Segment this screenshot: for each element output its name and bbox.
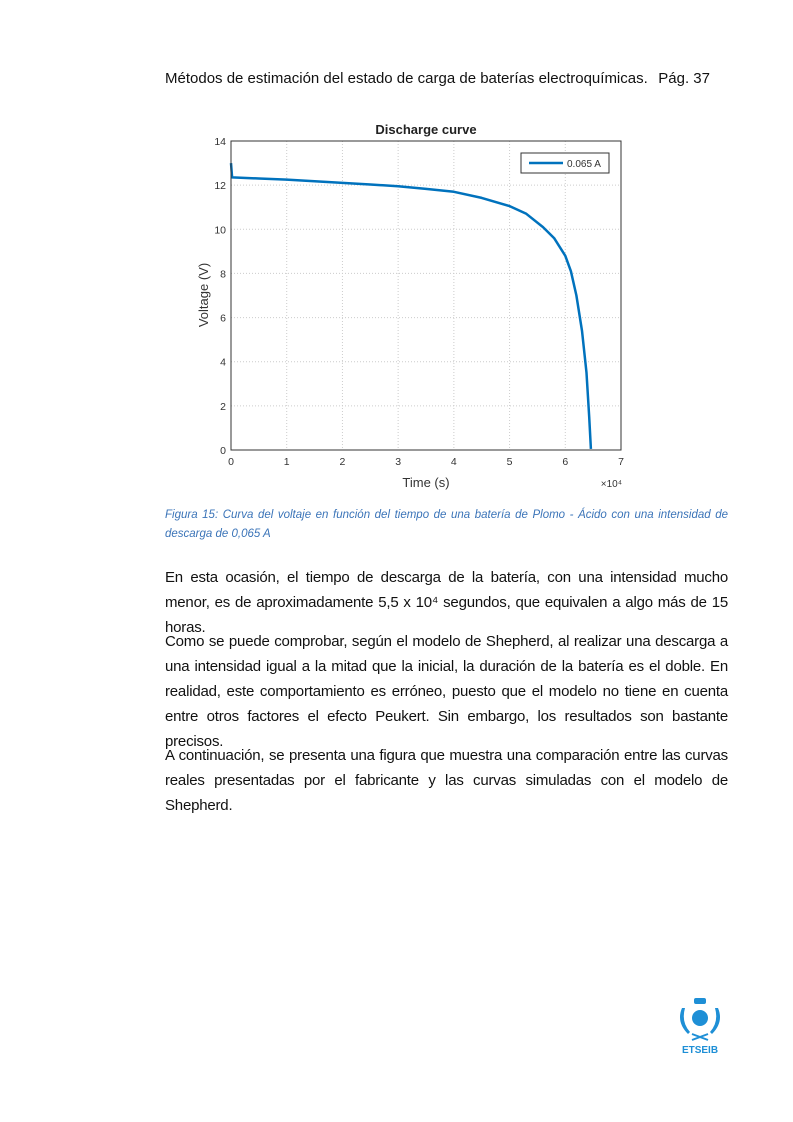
discharge-chart bbox=[190, 115, 640, 495]
paragraph-1: En esta ocasión, el tiempo de descarga de la batería, con una intensidad mucho menor, es de aproximadamente 5,5 x 10⁴ segundos, que equivalen a algo más de 15 horas. bbox=[165, 569, 728, 636]
etseib-logo bbox=[670, 996, 730, 1056]
legend bbox=[521, 153, 609, 173]
chart-title: Discharge curve bbox=[375, 122, 477, 137]
x-tick-label: 4 bbox=[450, 456, 457, 468]
x-tick-label: 5 bbox=[506, 456, 513, 468]
y-tick-label: 10 bbox=[214, 224, 226, 237]
y-tick-label: 2 bbox=[220, 400, 226, 413]
x-tick-label: 3 bbox=[395, 456, 402, 468]
y-tick-label: 6 bbox=[220, 312, 226, 325]
x-tick-label: 1 bbox=[283, 456, 290, 468]
x-tick-label: 6 bbox=[562, 456, 569, 468]
y-axis-label: Voltage (V) bbox=[196, 262, 211, 328]
x-tick-label: 0 bbox=[228, 456, 234, 468]
y-tick-label: 12 bbox=[214, 180, 226, 193]
x-multiplier: ×10⁴ bbox=[600, 479, 622, 490]
paragraph-3: A continuación, se presenta una figura que muestra una comparación entre las curvas reales presentadas por el fabricante y las curvas simuladas con el modelo de Shepherd. bbox=[165, 747, 728, 814]
page-header bbox=[165, 70, 710, 87]
y-tick-label: 14 bbox=[214, 136, 226, 148]
paragraph-2: Como se puede comprobar, según el modelo de Shepherd, al realizar una descarga a una intensidad igual a la mitad que la inicial, la duración de la batería es el doble. En realidad, este comportamiento es erróneo, puesto que el modelo no tiene en cuenta entre otros factores el efecto Peukert. Sin embargo, los resultados son bastante precisos. bbox=[165, 633, 728, 750]
y-tick-label: 8 bbox=[220, 268, 226, 281]
header-title: Métodos de estimación del estado de carga de baterías electroquímicas. bbox=[165, 70, 648, 87]
y-tick-label: 4 bbox=[220, 356, 226, 369]
x-tick-label: 2 bbox=[339, 456, 346, 468]
x-tick-label: 7 bbox=[618, 456, 624, 468]
plot-frame bbox=[231, 141, 621, 450]
logo-text: ETSEIB bbox=[681, 1045, 719, 1056]
page-number: Pág. 37 bbox=[658, 70, 710, 87]
x-axis-label: Time (s) bbox=[402, 475, 450, 490]
series-line-0.065A bbox=[231, 163, 591, 449]
legend-label: 0.065 A bbox=[567, 159, 601, 170]
y-tick-label: 0 bbox=[220, 445, 226, 457]
figure-caption: Figura 15: Curva del voltaje en función del tiempo de una batería de Plomo - Ácido con una intensidad de descarga de 0,065 A bbox=[165, 509, 728, 540]
